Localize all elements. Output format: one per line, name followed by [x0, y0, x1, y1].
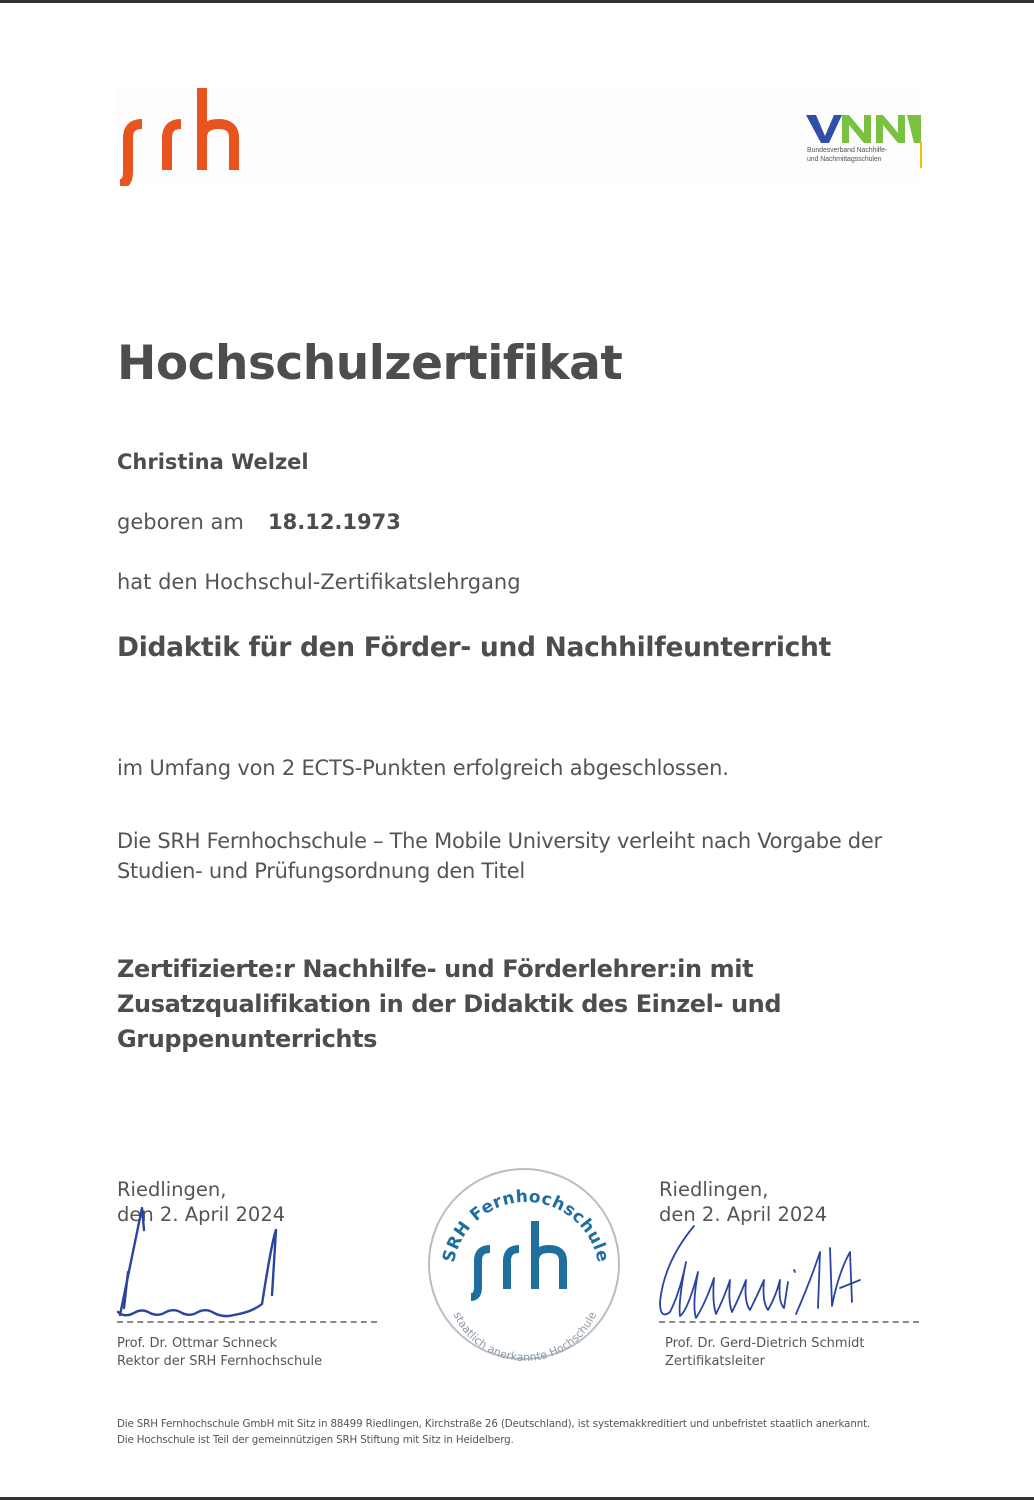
page-title: Hochschulzertifikat: [117, 336, 623, 391]
signer-left-name: Prof. Dr. Ottmar Schneck: [117, 1336, 278, 1351]
signature-right-icon: [654, 1222, 869, 1322]
date-right: den 2. April 2024: [659, 1203, 828, 1226]
course-title: Didaktik für den Förder- und Nachhilfeunterricht: [117, 632, 831, 663]
vnn-logo: [806, 112, 924, 172]
vnn-subtitle-line1: Bundesverband Nachhilfe-: [807, 147, 888, 154]
recipient-name: Christina Welzel: [117, 450, 309, 474]
signer-left-role: Rektor der SRH Fernhochschule: [117, 1354, 323, 1369]
signer-right: [665, 1335, 865, 1371]
signature-left-icon: [112, 1200, 292, 1320]
vnn-subtitle-line2: und Nachmittagsschulen: [807, 156, 882, 163]
vnn-accent-bar: [920, 142, 922, 168]
seal-top-text: SRH Fernhochschule: [439, 1186, 613, 1265]
signer-right-role: Zertifikatsleiter: [665, 1354, 765, 1369]
signer-left: [117, 1335, 322, 1371]
scope-statement: im Umfang von 2 ECTS-Punkten erfolgreich abgeschlossen.: [117, 756, 729, 780]
course-intro: hat den Hochschul-Zertifikatslehrgang: [117, 570, 521, 594]
page-top-border: [0, 0, 1034, 3]
born-label: geboren am: [117, 510, 244, 534]
date-left: den 2. April 2024: [117, 1203, 286, 1226]
grant-statement: Die SRH Fernhochschule – The Mobile University verleiht nach Vorgabe der Studien- und Prüfungsordnung den Titel: [117, 829, 882, 883]
signature-line-right: [659, 1321, 919, 1323]
seal-bottom-text: staatlich anerkannte Hochschule: [450, 1309, 600, 1363]
signature-line-left: [117, 1321, 377, 1323]
vnn-logo-icon: [806, 112, 924, 144]
srh-seal-icon: [425, 1165, 623, 1363]
srh-logo-icon: [112, 86, 244, 186]
degree-title: Zertifizierte:r Nachhilfe- und Förderlehrer:in mit Zusatzqualifikation in der Didaktik des Einzel- und Gruppenunterrichts: [117, 955, 782, 1053]
signature-place-date-right: [659, 1177, 827, 1227]
vnn-subtitle: [807, 146, 887, 164]
birth-date: 18.12.1973: [268, 510, 401, 534]
footer-legal-text: Die SRH Fernhochschule GmbH mit Sitz in 88499 Riedlingen, Kirchstraße 26 (Deutschland), ist systemakkreditiert und unbefristet staatlich anerkannt. Die Hochschule ist Teil der gemeinnützigen SRH Stiftung mit Sitz in Heidelberg.: [117, 1418, 871, 1446]
place-left: Riedlingen,: [117, 1178, 227, 1201]
place-right: Riedlingen,: [659, 1178, 769, 1201]
signer-right-name: Prof. Dr. Gerd-Dietrich Schmidt: [665, 1336, 865, 1351]
